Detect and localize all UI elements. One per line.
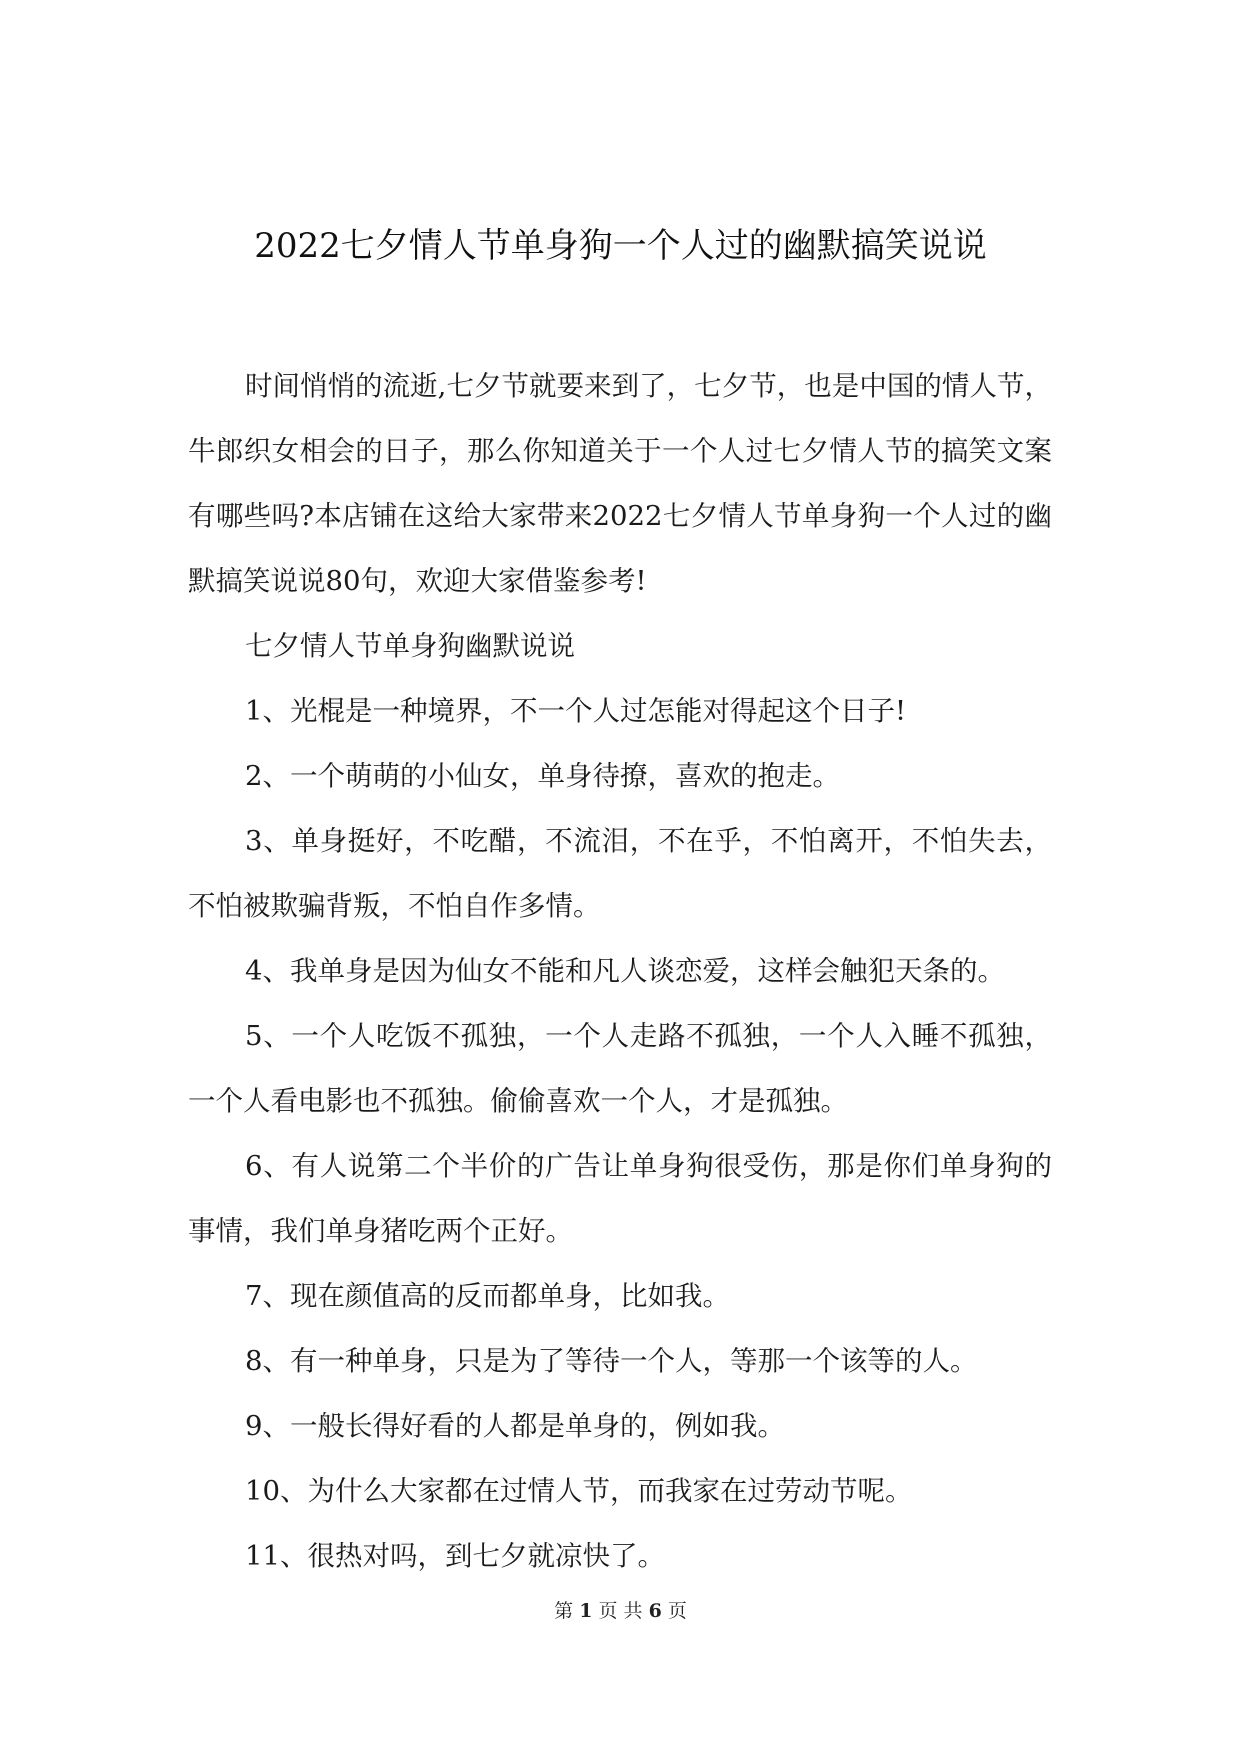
document-body — [188, 354, 1052, 1589]
list-item: 8、有一种单身，只是为了等待一个人，等那一个该等的人。 — [245, 1345, 978, 1377]
footer-suffix: 页 — [667, 1600, 687, 1622]
list-item: 11、很热对吗，到七夕就凉快了。 — [245, 1540, 665, 1572]
list-item: 7、现在颜值高的反而都单身，比如我。 — [245, 1280, 730, 1312]
total-pages-number: 6 — [648, 1600, 662, 1622]
list-item: 3、单身挺好，不吃醋，不流泪，不在乎，不怕离开，不怕失去，不怕被欺骗背叛，不怕自作多情。 — [188, 825, 1052, 922]
footer-prefix: 第 — [554, 1600, 574, 1622]
list-item: 5、一个人吃饭不孤独，一个人走路不孤独，一个人入睡不孤独，一个人看电影也不孤独。偷偷喜欢一个人，才是孤独。 — [188, 1020, 1052, 1117]
list-item: 6、有人说第二个半价的广告让单身狗很受伤，那是你们单身狗的事情，我们单身猪吃两个正好。 — [188, 1150, 1052, 1247]
list-item: 1、光棍是一种境界，不一个人过怎能对得起这个日子! — [245, 695, 907, 727]
current-page-number: 1 — [579, 1600, 593, 1622]
list-item: 2、一个萌萌的小仙女，单身待撩，喜欢的抱走。 — [245, 760, 840, 792]
list-item: 4、我单身是因为仙女不能和凡人谈恋爱，这样会触犯天条的。 — [245, 955, 1005, 987]
page-number-footer — [0, 1598, 1241, 1624]
footer-middle: 页 共 — [598, 1600, 643, 1622]
section-heading: 七夕情人节单身狗幽默说说 — [245, 630, 575, 662]
document-title: 2022七夕情人节单身狗一个人过的幽默搞笑说说 — [254, 226, 987, 266]
list-item: 10、为什么大家都在过情人节，而我家在过劳动节呢。 — [245, 1475, 913, 1507]
intro-paragraph: 时间悄悄的流逝,七夕节就要来到了，七夕节，也是中国的情人节，牛郎织女相会的日子，那么你知道关于一个人过七夕情人节的搞笑文案有哪些吗?本店铺在这给大家带来2022七夕情人节单身狗一个人过的幽默搞笑说说80句，欢迎大家借鉴参考! — [188, 370, 1052, 597]
list-item: 9、一般长得好看的人都是单身的，例如我。 — [245, 1410, 785, 1442]
